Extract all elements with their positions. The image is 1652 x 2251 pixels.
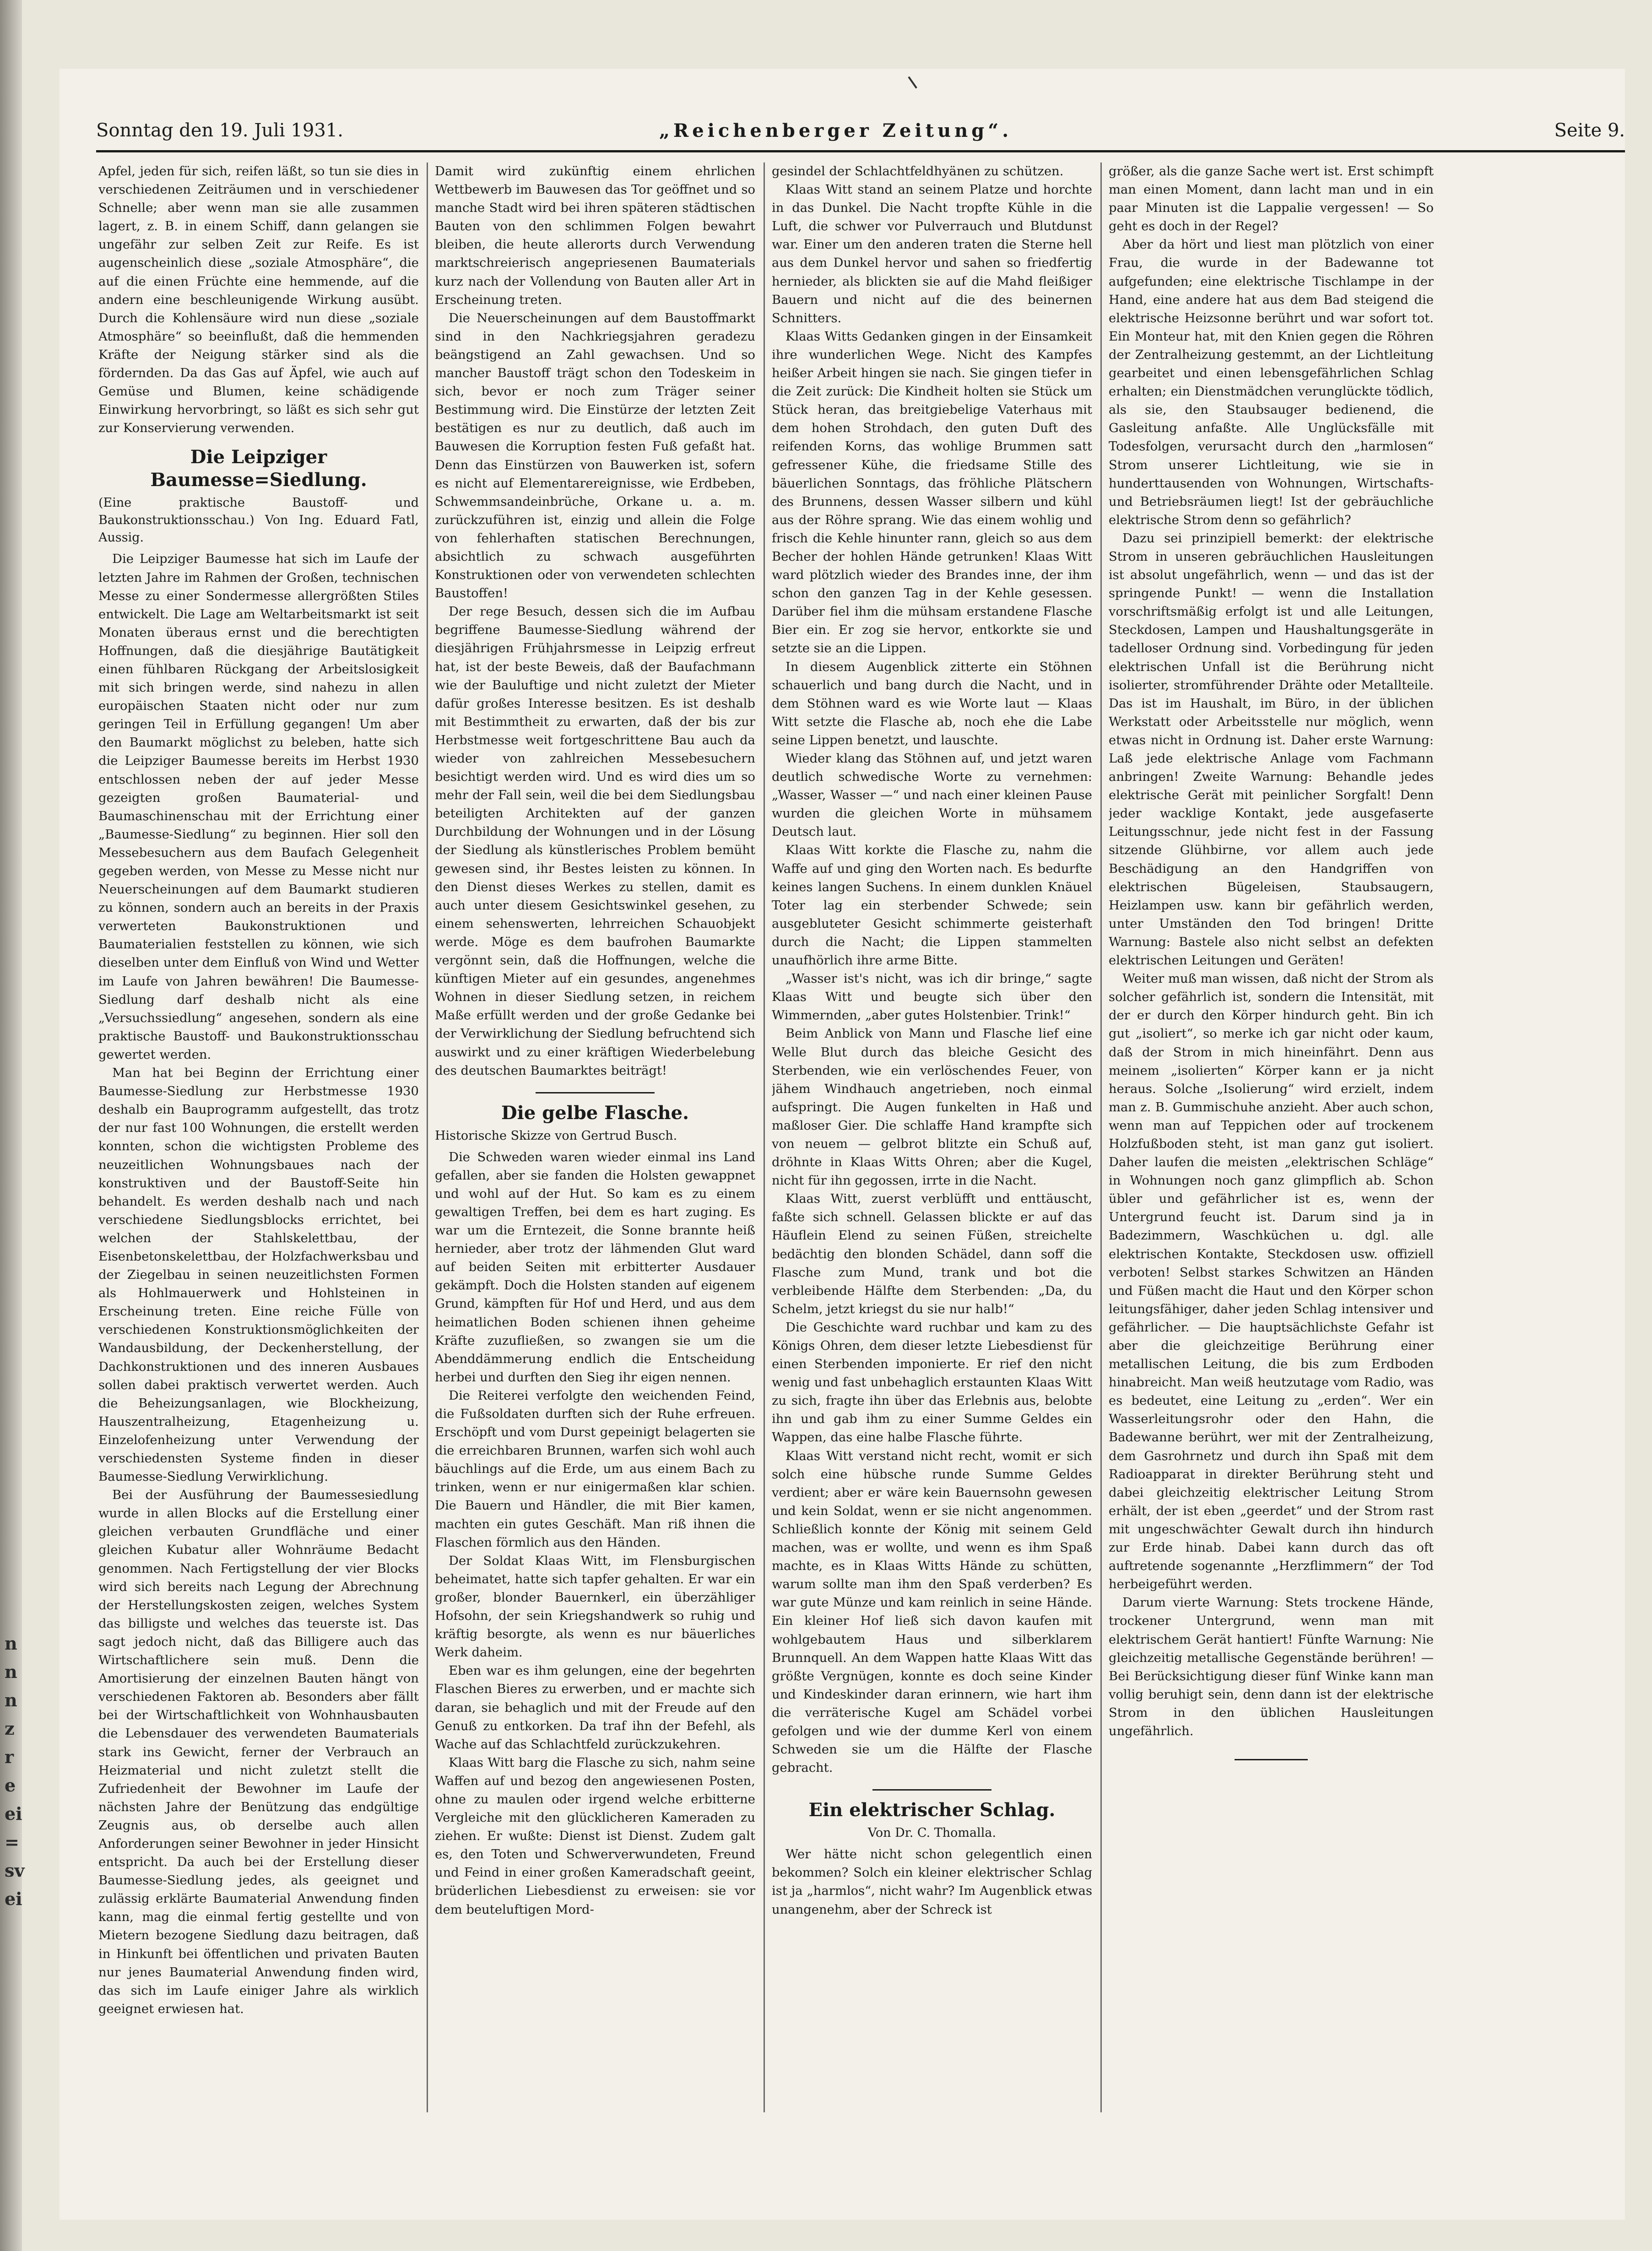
- header-masthead: „Reichenberger Zeitung“.: [659, 120, 1013, 141]
- column-2: [435, 162, 755, 2131]
- margin-fragment: =: [5, 1832, 19, 1852]
- paragraph: größer, als die ganze Sache wert ist. Erst schimpft man einen Moment, dann lacht man und in ein paar Minuten ist die Lappalie vergessen! — So geht es doch in der Regel?: [1109, 164, 1434, 234]
- article-title: Die Leipziger Baumesse=Siedlung.: [150, 446, 367, 491]
- margin-fragment: n: [5, 1690, 17, 1710]
- paragraph: Bei der Ausführung der Baumessesiedlung wurde in allen Blocks auf die Erstellung einer gleichen verbauten Grundfläche und einer gleichen Kubatur aller Wohnräume Bedacht genommen. Nach Fertigstellung der vier Blocks wird sich bereits nach Legung der Abrechnung der Herstellungskosten zeigen, welches System das billigste und welches das teuerste ist. Das sagt jedoch nicht, daß das Billigere auch das Wirtschaftlichere sein muß. Denn die Amortisierung der einzelnen Bauten hängt von verschiedenen Faktoren ab. Besonders aber fällt bei der Wirtschaftlichkeit von Wohnhausbauten die Lebensdauer des verwendeten Baumaterials stark ins Gewicht, ferner der Verbrauch an Heizmaterial und nicht zuletzt stellt die Zufriedenheit der Bewohner im Laufe der nächsten Jahre der Benützung das endgültige Zeugnis aus, ob derselbe auch allen Anforderungen seiner Bewohner in jeder Hinsicht entspricht. Da auch bei der Erstellung dieser Baumesse-Siedlung jedes, als geeignet und zulässig erklärte Baumaterial Anwendung finden kann, mag die einmal fertig gestellte und von Mietern bezogene Siedlung dazu beitragen, daß in Hinkunft bei öffentlichen und privaten Bauten nur jenes Baumaterial Anwendung finden wird, das sich im Laufe einiger Jahre als wirklich geeignet erwiesen hat.: [98, 1488, 419, 2016]
- article-byline: (Eine praktische Baustoff- und Baukonstruktionsschau.) Von Ing. Eduard Fatl, Aussig.: [98, 496, 419, 545]
- paragraph: Klaas Witt verstand nicht recht, womit er sich solch eine hübsche runde Summe Geldes verdient; aber er wäre kein Bauernsohn gewesen und kein Soldat, wenn er sie nicht angenommen. Schließlich konnte der König mit seinem Geld machen, was er wollte, und wenn es ihm Spaß machte, es in Klaas Witts Hände zu schütten, warum sollte man ihm den Spaß verderben? Es war gute Münze und kam reinlich in seine Hände. Ein kleiner Hof ließ sich davon kaufen mit wohlgebautem Haus und silberklarem Brunnquell. An dem Wappen hatte Klaas Witt das größte Vergnügen, konnte es doch seine Kinder und Kindeskinder daran erinnern, wie hart ihm die verräterische Kugel am Schädel vorbei gefolgen und wie der dumme Kerl von einem Schweden sie um die Hälfte der Flasche gebracht.: [772, 1449, 1092, 1775]
- margin-fragment: ei: [5, 1803, 22, 1824]
- article-byline: Von Dr. C. Thomalla.: [867, 1826, 997, 1840]
- paragraph: Klaas Witt stand an seinem Platze und horchte in das Dunkel. Die Nacht tropfte Kühle in die Luft, die schwer vor Pulverrauch und Blutdunst war. Einer um den anderen traten die Sterne hell aus dem Dunkel hervor und sahen so friedfertig hernieder, als blickten sie auf die Mahd fleißiger Bauern und nicht auf die des beinernen Schnitters.: [772, 183, 1092, 325]
- paragraph: Man hat bei Beginn der Errichtung einer Baumesse-Siedlung zur Herbstmesse 1930 deshalb ein Bauprogramm aufgestellt, das trotz der nur fast 100 Wohnungen, die erstellt werden konnten, schon die wichtigsten Probleme des neuzeitlichen Wohnungsbaues nach der konstruktiven und der Baustoff-Seite hin behandelt. Es werden deshalb nach und nach verschiedene Siedlungsblocks errichtet, bei welchen der Stahlskelettbau, der Eisenbetonskelettbau, der Holzfachwerksbau und der Ziegelbau in seinen neuzeitlichsten Formen als Hohlmauerwerk und Hohlsteinen in Erscheinung treten. Eine reiche Fülle von verschiedenen Konstruktionsmöglichkeiten der Wandausbildung, der Deckenherstellung, der Dachkonstruktionen und des inneren Ausbaues sollen dabei praktisch verwertet werden. Auch die Beheizungsanlagen, wie Blockheizung, Hauszentralheizung, Etagenheizung u. Einzelofenheizung unter Verwendung der verschiedensten Systeme finden in dieser Baumesse-Siedlung Verwirklichung.: [98, 1066, 419, 1484]
- end-rule: [1235, 1759, 1308, 1760]
- article-divider: [536, 1092, 655, 1093]
- margin-fragment: n: [5, 1661, 17, 1682]
- column-divider: [1100, 162, 1102, 2112]
- column-3: [772, 162, 1092, 2131]
- paragraph: Klaas Witts Gedanken gingen in der Einsamkeit ihre wunderlichen Wege. Nicht des Kampfes heißer Arbeit hingen sie nach. Sie gingen tiefer in die Zeit zurück: Die Kindheit holten sie Stück um Stück heran, das breitgiebelige Vaterhaus mit dem hohen Strohdach, den guten Duft des reifenden Korns, das wohlige Brummen satt gefressener Kühe, die friedsame Stille des bäuerlichen Sonntags, das fröhliche Plätschern des Brunnens, dessen Wasser silbern und kühl aus der Röhre sprang. Wie das einem wohlig und frisch die Kehle hinunter rann, gleich so aus dem Becher der hohlen Hände getrunken! Klaas Witt ward plötzlich wieder des Brandes inne, der ihm schon den ganzen Tag in der Kehle gesessen. Darüber fiel ihm die mühsam erstandene Flasche Bier ein. Er zog sie hervor, entkorkte sie und setzte sie an die Lippen.: [772, 329, 1092, 656]
- page-header: [96, 120, 1625, 147]
- paragraph: Der Soldat Klaas Witt, im Flensburgischen beheimatet, hatte sich tapfer gehalten. Er war ein großer, blonder Bauernkerl, ein überzähliger Hofsohn, der sein Kriegshandwerk so ruhig und kräftig besorgte, als wenn es nur bäuerliches Werk daheim.: [435, 1553, 755, 1660]
- header-page-number: Seite 9.: [1554, 120, 1625, 141]
- paragraph: Klaas Witt barg die Flasche zu sich, nahm seine Waffen auf und bezog den angewiesenen Posten, ohne zu maulen oder irgend welche erbitterne Vergleiche mit den glücklicheren Kameraden zu ziehen. Er wußte: Dienst ist Dienst. Zudem galt es, den Toten und Schwerverwundeten, Freund und Feind in einer großen Kameradschaft geeint, brüderlichen Liebesdienst zu erweisen: sie vor dem beuteluftigen Mord-: [435, 1755, 755, 1917]
- article-divider: [872, 1789, 991, 1791]
- paragraph: In diesem Augenblick zitterte ein Stöhnen schauerlich und bang durch die Nacht, und in dem Stöhnen ward es wie Worte laut — Klaas Witt setzte die Flasche ab, noch ehe die Labe seine Lippen benetzt, und lauschte.: [772, 660, 1092, 747]
- margin-fragment: n: [5, 1633, 17, 1654]
- article-byline: Historische Skizze von Gertrud Busch.: [435, 1128, 677, 1143]
- paragraph: Die Schweden waren wieder einmal ins Land gefallen, aber sie fanden die Holsten gewappnet und wohl auf der Hut. So kam es zu einem gewaltigen Treffen, bei dem es hart zuging. Es war um die Erntezeit, die Sonne brannte heiß hernieder, aber trotz der lähmenden Glut ward auf beiden Seiten mit erbitterter Ausdauer gekämpft. Doch die Holsten standen auf eigenem Grund, kämpften für Hof und Herd, und aus dem heimatlichen Boden schienen ihnen geheime Kräfte zuzufließen, so zwangen sie um die Abenddämmerung endlich die Entscheidung herbei und durften den Sieg ihr eigen nennen.: [435, 1150, 755, 1385]
- column-divider: [764, 162, 765, 2112]
- margin-fragment: r: [5, 1747, 14, 1767]
- margin-fragment: sv: [5, 1860, 25, 1881]
- paragraph: Die Leipziger Baumesse hat sich im Laufe der letzten Jahre im Rahmen der Großen, technischen Messe zu einer Sondermesse allergrößten Stiles entwickelt. Die Lage am Weltarbeitsmarkt ist seit Monaten überaus ernst und die berechtigten Hoffnungen, daß die diesjährige Bautätigkeit einen fühlbaren Rückgang der Arbeitslosigkeit mit sich bringen werde, sind nahezu in allen europäischen Staaten nicht oder nur zum geringen Teil in Erfüllung gegangen! Um aber den Baumarkt möglichst zu beleben, hatte sich die Leipziger Baumesse bereits im Herbst 1930 entschlossen neben der auf jeder Messe gezeigten großen Baumaterial- und Baumaschinenschau mit der Errichtung einer „Baumesse-Siedlung“ zu beginnen. Hier soll den Messebesuchern aus dem Baufach Gelegenheit gegeben werden, von Messe zu Messe nicht nur Neuerscheinungen auf dem Baumarkt studieren zu können, sondern auch an bereits in der Praxis verwerteten Baukonstruktionen und Baumaterialien feststellen zu können, wie sich dieselben unter dem Einfluß von Wind und Wetter im Laufe von Jahren bewähren! Die Baumesse-Siedlung darf deshalb nicht als eine „Versuchssiedlung“ angesehen, sondern als eine praktische Baustoff- und Baukonstruktionsschau gewertet werden.: [98, 552, 419, 1062]
- paragraph: Die Reiterei verfolgte den weichenden Feind, die Fußsoldaten durften sich der Ruhe erfreuen. Erschöpft und vom Durst gepeinigt belagerten sie die erreichbaren Brunnen, warfen sich wohl auch bäuchlings auf die Erde, um aus einem Bach zu trinken, wenn er nur einigermaßen klar schien. Die Bauern und Händler, die mit Bier kamen, machten ein gutes Geschäft. Man riß ihnen die Flaschen förmlich aus den Händen.: [435, 1388, 755, 1550]
- paragraph: Weiter muß man wissen, daß nicht der Strom als solcher gefährlich ist, sondern die Intensität, mit der er durch den Körper hindurch geht. Bin ich gut „isoliert“, so merke ich gar nicht oder kaum, daß der Strom in mich hineinfährt. Denn aus meinem „isolierten“ Körper kann er ja nicht heraus. Solche „Isolierung“ wird erzielt, indem man z. B. Gummischuhe anzieht. Aber auch schon, wenn man auf Teppichen oder auf trockenem Holzfußboden steht, ist man ganz gut isoliert. Daher laufen die meisten „elektrischen Schläge“ in Wohnungen noch ganz glimpflich ab. Schon übler und gefährlicher ist es, wenn der Untergrund feucht ist. Darum sind ja in Badezimmern, Waschküchen u. dgl. alle elektrischen Kontakte, Steckdosen usw. offiziell verboten! Selbst starkes Schwitzen an Händen und Füßen macht die Haut und den Körper schon leitungsfähiger, daher jeden Schlag intensiver und gefährlicher. — Die hauptsächlichste Gefahr ist aber die gleichzeitige Berührung einer metallischen Leitung, die bis zum Erdboden hinabreicht. Man weiß heutzutage vom Radio, was es bedeutet, eine Leitung zu „erden“. Wer ein Wasserleitungsrohr oder den Hahn, die Badewanne berührt, wer mit der Zentralheizung, dem Gasrohrnetz und durch ihn Spaß mit dem Radioapparat in direkter Berührung steht und dabei gleichzeitig elektrischer Leitung Strom erhält, der ist eben „geerdet“ und der Strom rast mit ungeschwächter Gewalt durch ihn hindurch zur Erde hinab. Dabei kann durch das oft auftretende sogenannte „Herzflimmern“ der Tod herbeigeführt werden.: [1109, 972, 1434, 1592]
- margin-fragment: e: [5, 1775, 16, 1796]
- column-divider: [427, 162, 428, 2112]
- paragraph: Wieder klang das Stöhnen auf, und jetzt waren deutlich schwedische Worte zu vernehmen: „Wasser, Wasser —“ und nach einer kleinen Pause wurden die gleichen Worte in mühsamem Deutsch laut.: [772, 752, 1092, 839]
- header-rule: [96, 150, 1625, 152]
- paragraph: Die Neuerscheinungen auf dem Baustoffmarkt sind in den Nachkriegsjahren geradezu beängstigend an Zahl gewachsen. Und so mancher Baustoff trägt schon den Todeskeim in sich, bevor er noch zum Träger seiner Bestimmung wird. Die Einstürze der letzten Zeit bestätigen es nur zu deutlich, daß auch im Bauwesen die Korruption festen Fuß gefaßt hat. Denn das Einstürzen von Bauwerken ist, sofern es nicht auf Elementarereignisse, wie Erdbeben, Schwemmsandeinbrüche, Orkane u. a. m. zurückzuführen ist, einzig und allein die Folge von fehlerhaften statischen Berechnungen, absichtlich zu schwach ausgeführten Konstruktionen oder von verwendeten schlechten Baustoffen!: [435, 311, 755, 601]
- paragraph: Der rege Besuch, dessen sich die im Aufbau begriffene Baumesse-Siedlung während der diesjährigen Frühjahrsmesse in Leipzig erfreut hat, ist der beste Beweis, daß der Baufachmann wie der Bauluftige und nicht zuletzt der Mieter dafür großes Interesse besitzen. Es ist deshalb mit Bestimmtheit zu erwarten, daß der bis zur Herbstmesse weit fortgeschrittene Bau auch da wieder von zahlreichen Messebesuchern besichtigt werden wird. Und es wird dies um so mehr der Fall sein, weil die bei dem Siedlungsbau beteiligten Architekten auf der ganzen Durchbildung der Wohnungen und in der Lösung der Siedlung als künstlerisches Problem bemüht gewesen sind, ihr Bestes leisten zu können. In den Dienst dieses Werkes zu stellen, damit es auch unter diesem Gesichtswinkel gesehen, zu einem sehenswerten, lehrreichen Schauobjekt werde. Möge es dem baufrohen Baumarkte vergönnt sein, daß die Hoffnungen, welche die künftigen Mieter auf ein gesundes, angenehmes Wohnen in dieser Siedlung setzen, in reichem Maße erfüllt werden und der große Gedanke bei der Verwirklichung der Siedlung befruchtend sich auswirkt und zu einer kräftigen Wiederbelebung des deutschen Baumarktes beiträgt!: [435, 605, 755, 1078]
- paragraph: gesindel der Schlachtfeldhyänen zu schützen.: [772, 164, 1064, 179]
- article-title: Ein elektrischer Schlag.: [808, 1799, 1056, 1821]
- paragraph: Die Geschichte ward ruchbar und kam zu des Königs Ohren, dem dieser letzte Liebesdienst für einen Sterbenden imponierte. Er rief den nicht wenig und fast unbehaglich erstaunten Klaas Witt zu sich, fragte ihn über das Erlebnis aus, belobte ihn und gab ihm zu einer Summe Geldes ein Wappen, das eine halbe Flasche führte.: [772, 1320, 1092, 1445]
- paragraph: Aber da hört und liest man plötzlich von einer Frau, die wurde in der Badewanne tot aufgefunden; eine elektrische Tischlampe in der Hand, eine andere hat aus dem Bad steigend die elektrische Heizsonne berührt und war sofort tot. Ein Monteur hat, mit den Knien gegen die Röhren der Zentralheizung gestemmt, an der Lichtleitung gearbeitet und einen lebensgefährlichen Schlag erhalten; ein Dienstmädchen verunglückte tödlich, als sie, den Staubsauger bedienend, die Gasleitung anfaßte. Alle Unglücksfälle mit Todesfolgen, verursacht durch den „harmlosen“ Strom unserer Lichtleitung, wie sie in hunderttausenden von Wohnungen, Wirtschafts- und Betriebsräumen liegt! Ist der gebräuchliche elektrische Strom denn so gefährlich?: [1109, 238, 1434, 527]
- paragraph: Klaas Witt korkte die Flasche zu, nahm die Waffe auf und ging den Worten nach. Es bedurfte keines langen Suchens. In einem dunklen Knäuel Toter lag ein sterbender Schwede; sein ausgebluteter Gesicht schimmerte geisterhaft durch die Nacht; die Lippen stammelten unaufhörlich ihre arme Bitte.: [772, 843, 1092, 968]
- margin-fragment: ei: [5, 1888, 22, 1909]
- margin-fragment: z: [5, 1718, 15, 1739]
- paragraph: Wer hätte nicht schon gelegentlich einen bekommen? Solch ein kleiner elektrischer Schlag ist ja „harmlos“, nicht wahr? Im Augenblick etwas unangenehm, aber der Schreck ist: [772, 1847, 1092, 1917]
- paragraph: Apfel, jeden für sich, reifen läßt, so tun sie dies in verschiedenen Zeiträumen und in verschiedener Schnelle; aber wenn man sie alle zusammen lagert, z. B. in einem Schiff, dann gelangen sie ungefähr zur selben Zeit zur Reife. Es ist augenscheinlich diese „soziale Atmosphäre“, die auf die einen Früchte eine hemmende, auf die andern eine beschleunigende Wirkung ausübt. Durch die Kohlensäure wird nun diese „soziale Atmosphäre“ so beeinflußt, daß die hemmenden Kräfte der Neigung stärker sind als die fördernden. Da das Gas auf Äpfel, wie auch auf Gemüse und Blumen, keine schädigende Einwirkung hervorbringt, so läßt es sich sehr gut zur Konservierung verwenden.: [98, 164, 419, 436]
- paragraph: Dazu sei prinzipiell bemerkt: der elektrische Strom in unseren gebräuchlichen Hausleitungen ist absolut ungefährlich, wenn — und das ist der springende Punkt! — wenn die Installation vorschriftsmäßig erfolgt ist und alle Leitungen, Steckdosen, Lampen und Haushaltungsgeräte in tadelloser Ordnung sind. Vorbedingung für jeden elektrischen Unfall ist die Berührung nicht isolierter, stromführender Drähte oder Metallteile. Das ist im Haushalt, im Büro, in der üblichen Werkstatt oder Arbeitsstelle nur möglich, wenn etwas nicht in Ordnung ist. Daher erste Warnung: Laß jede elektrische Anlage vom Fachmann anbringen! Zweite Warnung: Behandle jedes elektrische Gerät mit peinlicher Sorgfalt! Denn jeder wacklige Kontakt, jede ausgefaserte Leitungsschnur, jede nicht fest in der Fassung sitzende Glühbirne, vor allem auch jede Beschädigung an den Handgriffen von elektrischen Bügeleisen, Staubsaugern, Heizlampen usw. kann bir gefährlich werden, unter Umständen den Tod bringen! Dritte Warnung: Bastele also nicht selbst an defekten elektrischen Leitungen und Geräten!: [1109, 531, 1434, 968]
- column-1: [98, 162, 419, 2131]
- margin-fragments: [5, 1629, 25, 1913]
- paragraph: Klaas Witt, zuerst verblüfft und enttäuscht, faßte sich schnell. Gelassen blickte er auf das Häuflein Elend zu seinen Füßen, streichelte bedächtig den blonden Schädel, dann soff die Flasche zum Mund, trank und bot die verbleibende Hälfte dem Sterbenden: „Da, du Schelm, jetzt kriegst du sie nur halb!“: [772, 1192, 1092, 1316]
- paragraph: Damit wird zukünftig einem ehrlichen Wettbewerb im Bauwesen das Tor geöffnet und so manche Stadt wird bei ihren späteren städtischen Bauten von den schlimmen Folgen bewahrt bleiben, die heute allerorts durch Verwendung marktschreierisch angepriesenen Baumaterials kurz nach der Vollendung von Bauten aller Art in Erscheinung treten.: [435, 164, 755, 307]
- paragraph: Eben war es ihm gelungen, eine der begehrten Flaschen Bieres zu erwerben, und er machte sich daran, sie behaglich und mit der Freude auf den Genuß zu entkorken. Da traf ihn der Befehl, als Wache auf das Schlachtfeld zurückzukehren.: [435, 1664, 755, 1752]
- article-title: Die gelbe Flasche.: [501, 1102, 689, 1124]
- paragraph: „Wasser ist's nicht, was ich dir bringe,“ sagte Klaas Witt und beugte sich über den Wimmernden, „aber gutes Holstenbier. Trink!“: [772, 972, 1092, 1023]
- paragraph: Beim Anblick von Mann und Flasche lief eine Welle Blut durch das bleiche Gesicht des Sterbenden, wie ein verlöschendes Feuer, von jähem Windhauch angetrieben, noch einmal aufspringt. Die Augen funkelten in Haß und maßloser Gier. Die schlaffe Hand krampfte sich von neuem — gelbrot blitzte ein Schuß auf, dröhnte in Klaas Witts Ohren; aber die Kugel, nicht für ihn gegossen, irrte in die Nacht.: [772, 1027, 1092, 1188]
- book-spine-shadow: [0, 0, 25, 2251]
- column-4: [1109, 162, 1434, 2131]
- paragraph: Darum vierte Warnung: Stets trockene Hände, trockener Untergrund, wenn man mit elektrischem Gerät hantiert! Fünfte Warnung: Nie gleichzeitig metallische Gegenstände berühren! — Bei Berücksichtigung dieser fünf Winke kann man vollig beruhigt sein, denn dann ist der elektrische Strom in den üblichen Hausleitungen ungefährlich.: [1109, 1596, 1434, 1738]
- header-date: Sonntag den 19. Juli 1931.: [96, 120, 343, 141]
